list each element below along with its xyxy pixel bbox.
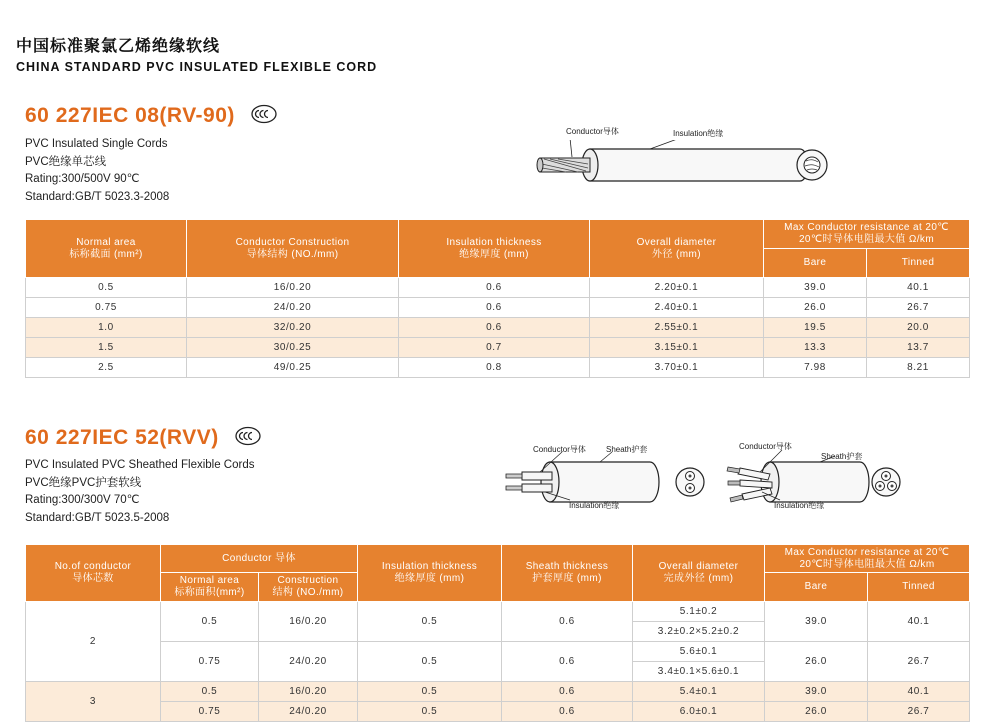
section2-spec-table	[25, 544, 970, 722]
table-row: 3.2±0.2×5.2±0.2	[26, 622, 970, 642]
section2-model: 60 227IEC 52(RVV)	[25, 426, 219, 449]
section2-insulation-label-3core: Insulation绝缘	[774, 501, 825, 510]
th-bare: Bare	[765, 573, 868, 602]
section2-desc-cn: PVC绝缘PVC护套软线	[25, 476, 142, 489]
single-cord-cable-drawing	[530, 140, 840, 190]
th-tinned: Tinned	[867, 249, 970, 278]
ccc-mark-icon	[235, 426, 261, 446]
table-row: 3.4±0.1×5.6±0.1	[26, 662, 970, 682]
table-row: 0.5 16/0.20 0.6 2.20±0.1 39.0 40.1	[26, 278, 970, 298]
section1-desc-en: PVC Insulated Single Cords	[25, 138, 168, 150]
th-insulation-thickness: Insulation thickness 绝缘厚度 (mm)	[399, 220, 590, 278]
th-normal-area: Normal area 标称截面 (mm²)	[26, 220, 187, 278]
th-num-conductor: No.of conductor 导体芯数	[26, 545, 161, 602]
th-sheath-thickness: Sheath thickness 护套厚度 (mm)	[502, 545, 633, 602]
th-conductor-construction: Conductor Construction 导体结构 (NO./mm)	[187, 220, 399, 278]
th-overall-diameter: Overall diameter 外径 (mm)	[590, 220, 764, 278]
section2-model-title	[25, 426, 261, 450]
th-insulation-thickness: Insulation thickness 绝缘厚度 (mm)	[358, 545, 502, 602]
section1-model-title	[25, 104, 277, 128]
th-tinned: Tinned	[868, 573, 970, 602]
section2-sheath-label-3core: Sheath护套	[821, 452, 863, 461]
table-row: 0.75 24/0.20 0.6 2.40±0.1 26.0 26.7	[26, 298, 970, 318]
page-title-en: CHINA STANDARD PVC INSULATED FLEXIBLE CORD	[16, 60, 378, 74]
section1-rating: Rating:300/500V 90℃	[25, 173, 140, 185]
th-construction: Construction 结构 (NO./mm)	[259, 573, 358, 602]
th-bare: Bare	[764, 249, 867, 278]
page-title-cn: 中国标准聚氯乙烯绝缘软线	[16, 36, 221, 55]
section2-info	[25, 457, 254, 527]
section1-standard: Standard:GB/T 5023.3-2008	[25, 190, 170, 203]
th-max-resistance: Max Conductor resistance at 20℃ 20℃时导体电阻最大值 Ω/km	[764, 220, 970, 249]
table-row: 2 0.5 16/0.20 0.5 0.6 5.1±0.2 39.0 40.1	[26, 602, 970, 622]
section1-desc-cn: PVC绝缘单芯线	[25, 155, 107, 168]
section1-spec-table	[25, 219, 970, 378]
th-max-resistance: Max Conductor resistance at 20℃ 20℃时导体电阻最大值 Ω/km	[765, 545, 970, 573]
th-normal-area: Normal area 标称面积(mm²)	[161, 573, 259, 602]
section2-standard: Standard:GB/T 5023.5-2008	[25, 511, 170, 524]
table-row: 2.5 49/0.25 0.8 3.70±0.1 7.98 8.21	[26, 358, 970, 378]
section2-conductor-label-2core: Conductor导体	[533, 445, 586, 454]
th-conductor: Conductor 导体	[161, 545, 358, 573]
section2-insulation-label-2core: Insulation绝缘	[569, 501, 620, 510]
section2-conductor-label-3core: Conductor导体	[739, 442, 792, 451]
table-row: 1.5 30/0.25 0.7 3.15±0.1 13.3 13.7	[26, 338, 970, 358]
ccc-mark-icon	[251, 104, 277, 124]
table-row: 3 0.5 16/0.20 0.5 0.6 5.4±0.1 39.0 40.1	[26, 682, 970, 702]
section1-conductor-label: Conductor导体	[566, 127, 619, 136]
section1-model: 60 227IEC 08(RV-90)	[25, 104, 235, 127]
section2-sheath-label-2core: Sheath护套	[606, 445, 648, 454]
section2-rating: Rating:300/300V 70℃	[25, 494, 140, 506]
table-row: 0.75 24/0.20 0.5 0.6 5.6±0.1 26.0 26.7	[26, 642, 970, 662]
section2-desc-en: PVC Insulated PVC Sheathed Flexible Cords	[25, 459, 255, 471]
table-row: 0.75 24/0.20 0.5 0.6 6.0±0.1 26.0 26.7	[26, 702, 970, 722]
section1-info	[25, 136, 169, 206]
section1-insulation-label: Insulation绝缘	[673, 129, 724, 138]
th-overall-diameter: Overall diameter 完成外径 (mm)	[633, 545, 765, 602]
table-row: 1.0 32/0.20 0.6 2.55±0.1 19.5 20.0	[26, 318, 970, 338]
